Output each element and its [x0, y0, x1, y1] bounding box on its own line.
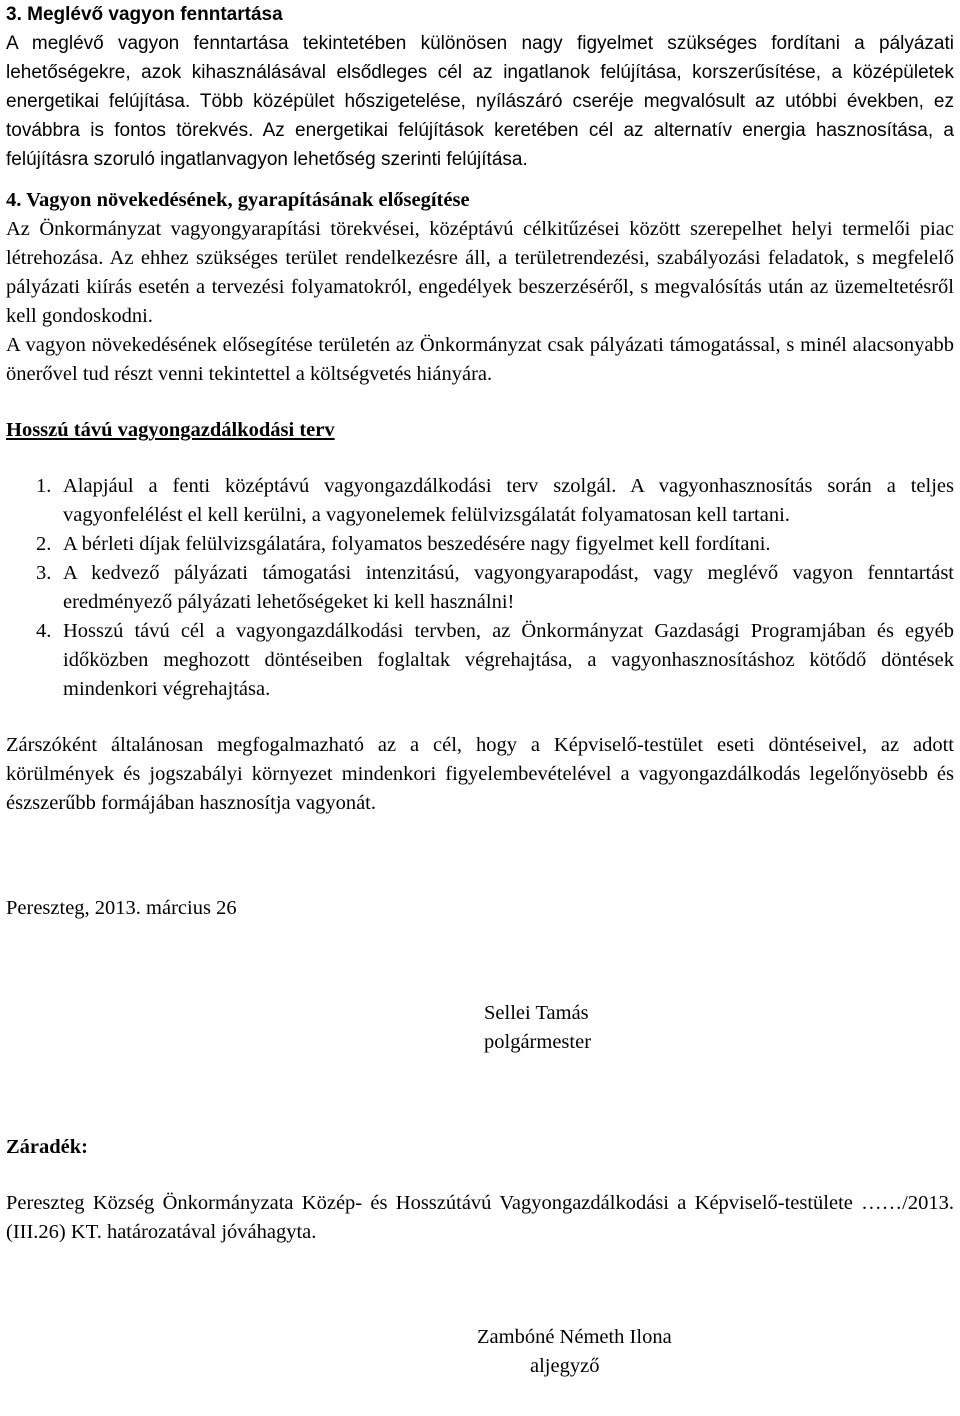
spacer — [6, 704, 954, 731]
long-term-heading: Hosszú távú vagyongazdálkodási terv — [6, 419, 335, 441]
spacer — [6, 389, 954, 416]
spacer — [6, 818, 954, 894]
list-item — [6, 530, 954, 559]
section-4-text-b: A vagyon növekedésének elősegítése területén az Önkormányzat csak pályázati támogatással, s minél alacsonyabb önerővel tud részt venni tekintettel a költségvetés hiányára. — [6, 334, 954, 385]
list-item-number: 1. — [36, 475, 52, 497]
spacer — [6, 445, 954, 472]
signature-name: Zambóné Németh Ilona — [477, 1326, 672, 1348]
list-item — [6, 559, 954, 617]
signature-block-mayor — [484, 999, 954, 1057]
clause-text: Pereszteg Község Önkormányzata Közép- és Hosszútávú Vagyongazdálkodási a Képviselő-testülete ……/2013. (III.26) KT. határozatával jóváhagyta. — [6, 1192, 954, 1243]
list-item-text: Hosszú távú cél a vagyongazdálkodási tervben, az Önkormányzat Gazdasági Programjában és egyéb időközben meghozott döntéseiben foglaltak végrehajtása, a vagyonhasznosításhoz kötődő döntések mindenkori végrehajtása. — [63, 620, 954, 700]
spacer — [6, 1247, 954, 1323]
signature-title: polgármester — [484, 1031, 592, 1053]
conclusion-paragraph: Zárszóként általánosan megfogalmazható az a cél, hogy a Képviselő-testület eseti döntéseivel, az adott körülmények és jogszabályi környezet mindenkori figyelembevételével a vagyongazdálkodás legelőnyösebb és észszerűbb formájában hasznosítja vagyonát. — [6, 734, 954, 814]
spacer — [6, 1162, 954, 1189]
clause-heading: Záradék: — [6, 1136, 88, 1158]
list-item-number: 2. — [36, 533, 52, 555]
signature-title: aljegyző — [530, 1355, 600, 1377]
signature-name: Sellei Tamás — [484, 1002, 589, 1024]
signature-block-notary — [477, 1323, 954, 1381]
list-item-text: A kedvező pályázati támogatási intenzitású, vagyongyarapodást, vagy meglévő vagyon fenntartást eredményező pályázati lehetőségeket ki kell használni! — [63, 562, 954, 613]
list-item — [6, 617, 954, 704]
section-4-heading: 4. Vagyon növekedésének, gyarapításának elősegítése — [6, 189, 470, 211]
section-3-heading: 3. Meglévő vagyon fenntartása — [6, 4, 283, 25]
section-4-text-a: Az Önkormányzat vagyongyarapítási törekvései, középtávú célkitűzései között szerepelhet helyi termelői piac létrehozása. Az ehhez szükséges terület rendelkezésre áll, a területrendezési, szabályozási feladatok, s megfelelő pályázati kiírás esetén a tervezési folyamatokról, engedélyek beszerzéséről, s megvalósítás után az üzemeltetésről kell gondoskodni. — [6, 218, 954, 327]
section-4 — [6, 186, 954, 331]
document-page — [6, 0, 954, 1381]
list-item — [6, 472, 954, 530]
long-term-list — [6, 472, 954, 704]
spacer — [6, 174, 954, 186]
spacer — [6, 1057, 954, 1133]
list-item-text: Alapjául a fenti középtávú vagyongazdálkodási terv szolgál. A vagyonhasznosítás során a teljes vagyonfelélést el kell kerülni, a vagyonelemek felülvizsgálatát folyamatosan kell tartani. — [63, 475, 954, 526]
long-term-heading-row — [6, 416, 954, 445]
list-item-number: 4. — [36, 620, 52, 642]
section-3-text: A meglévő vagyon fenntartása tekintetében különösen nagy figyelmet szükséges fordítani a pályázati lehetőségekre, azok kihasználásával elsődleges cél az ingatlanok felújítása, korszerűsítése, a középületek energetikai felújítása. Több középület hőszigetelése, nyílászáró cseréje megvalósult az utóbbi években, ez továbbra is fontos törekvés. Az energetikai felújítások keretében cél az alternatív energia hasznosítása, a felújításra szoruló ingatlanvagyon lehetőség szerinti felújítása. — [6, 33, 954, 170]
section-3 — [6, 0, 954, 174]
list-item-text: A bérleti díjak felülvizsgálatára, folyamatos beszedésére nagy figyelmet kell fordítani. — [63, 533, 771, 555]
spacer — [6, 923, 954, 999]
list-item-number: 3. — [36, 562, 52, 584]
place-date: Pereszteg, 2013. március 26 — [6, 897, 237, 919]
